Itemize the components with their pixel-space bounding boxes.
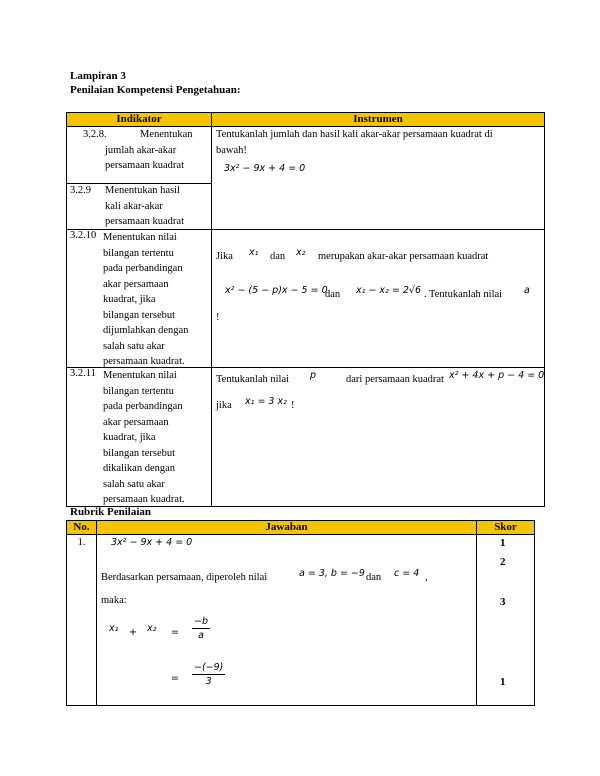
jawaban-text: , (425, 572, 428, 583)
instrumen-math: x₁ (249, 247, 259, 258)
skor-value: 1 (500, 676, 506, 688)
indikator-line: kuadrat, jika (103, 432, 156, 443)
indikator-cell-1 (67, 127, 212, 230)
rubrik-title: Rubrik Penilaian (70, 506, 151, 518)
indikator-text (103, 230, 188, 370)
skor-value: 3 (500, 596, 506, 608)
instrumen-text: ! (216, 312, 220, 323)
instrumen-equation: x₁ = 3 x₂ (245, 396, 287, 407)
row-number: 1. (77, 537, 86, 548)
indikator-line: persamaan kuadrat. (103, 494, 185, 505)
indikator-line: bilangan tertentu (103, 385, 174, 397)
jawaban-cell (97, 535, 477, 706)
indikator-line: akar persamaan (103, 416, 169, 428)
indikator-line: dijumlahkan dengan (103, 325, 189, 336)
indikator-line: Menentukan hasil (105, 185, 180, 196)
indikator-num: 3.2.9 (70, 185, 91, 196)
instrumen-text: bawah! (216, 145, 247, 156)
col-jawaban: Jawaban (97, 521, 477, 535)
jawaban-text: Berdasarkan persamaan, diperoleh nilai (101, 572, 268, 583)
fraction-denominator: a (198, 630, 204, 641)
fraction-denominator: 3 (205, 676, 212, 687)
section-title: Penilaian Kompetensi Pengetahuan: (70, 84, 241, 96)
instrumen-equation: x² − (5 − p)x − 5 = 0 (225, 285, 328, 296)
jawaban-text: dan (366, 572, 382, 583)
indikator-line: kali akar-akar (105, 200, 163, 212)
jawaban-math: x₂ (147, 623, 157, 634)
col-indikator: Indikator (67, 113, 212, 127)
col-skor: Skor (477, 521, 535, 535)
jawaban-math: + (129, 627, 137, 638)
col-no: No. (67, 521, 97, 535)
indikator-line: jumlah akar-akar (105, 144, 177, 156)
lampiran-label: Lampiran 3 (70, 70, 126, 82)
instrumen-text: dan (325, 289, 341, 300)
indikator-line: persamaan kuadrat (105, 216, 185, 227)
indikator-line: dikalikan dengan (103, 463, 176, 474)
jawaban-equation: 3x² − 9x + 4 = 0 (111, 537, 193, 548)
fraction-minus-b-over-a (192, 615, 210, 642)
jawaban-math: a = 3, b = −9 (299, 568, 365, 579)
instrument-table (66, 112, 545, 507)
instrumen-text: dan (270, 251, 286, 262)
jawaban-math: = (171, 627, 179, 638)
indikator-line: bilangan tertentu (103, 247, 174, 259)
instrumen-equation: x² + 4x + p − 4 = 0 (449, 370, 545, 381)
skor-value: 1 (500, 537, 506, 549)
instrumen-math: x₂ (296, 247, 306, 258)
instrumen-cell-1 (212, 127, 545, 230)
indikator-num: 3.2.10 (70, 230, 97, 241)
indikator-line: kuadrat, jika (103, 294, 156, 305)
instrumen-equation: x₁ − x₂ = 2√6 (356, 285, 422, 296)
indikator-cell-2 (67, 230, 212, 368)
instrumen-text: merupakan akar-akar persamaan kuadrat (318, 251, 489, 262)
indikator-line: persamaan kuadrat. (103, 356, 185, 367)
fraction-numerator: −(−9) (194, 662, 224, 673)
indikator-cell-3 (67, 368, 212, 507)
instrumen-text: Jika (216, 251, 233, 262)
instrumen-text: ! (291, 400, 295, 411)
indikator-line: pada perbandingan (103, 401, 183, 412)
rubrik-table (66, 520, 535, 706)
indikator-line: bilangan tersebut (103, 309, 176, 321)
indikator-line: Menentukan nilai (103, 370, 177, 381)
indikator-text (103, 368, 185, 508)
indikator-line: salah satu akar (103, 340, 165, 352)
indikator-num: 3.2.11 (70, 368, 96, 379)
instrumen-cell-3 (212, 368, 545, 507)
instrumen-text: . Tentukanlah nilai (424, 289, 503, 300)
instrumen-text: dari persamaan kuadrat (346, 374, 444, 385)
indikator-line: akar persamaan (103, 278, 169, 290)
instrumen-math: a (524, 285, 530, 296)
indikator-line: pada perbandingan (103, 263, 183, 274)
indikator-line: persamaan kuadrat (105, 160, 185, 171)
jawaban-math: x₁ (109, 623, 119, 634)
indikator-num: 3.2.8. (83, 129, 107, 140)
indikator-line: Menentukan (140, 129, 193, 140)
fraction-numerator: −b (194, 616, 208, 627)
indikator-line: bilangan tersebut (103, 447, 176, 459)
rubrik-no-cell (67, 535, 97, 706)
skor-cell (477, 535, 535, 706)
jawaban-math: c = 4 (394, 568, 420, 579)
skor-value: 2 (500, 556, 506, 568)
indikator-line: salah satu akar (103, 478, 165, 490)
indikator-line: Menentukan nilai (103, 232, 177, 243)
instrumen-equation: 3x² − 9x + 4 = 0 (224, 163, 306, 174)
jawaban-text: maka: (101, 595, 127, 606)
col-instrumen: Instrumen (212, 113, 545, 127)
jawaban-math: = (171, 673, 179, 684)
instrumen-cell-2 (212, 230, 545, 368)
instrumen-math: p (310, 370, 317, 381)
fraction-value (192, 661, 225, 688)
instrumen-text: jika (216, 400, 232, 411)
instrumen-text: Tentukanlah nilai (216, 374, 290, 385)
instrumen-text: Tentukanlah jumlah dan hasil kali akar-akar persamaan kuadrat di (216, 129, 493, 140)
